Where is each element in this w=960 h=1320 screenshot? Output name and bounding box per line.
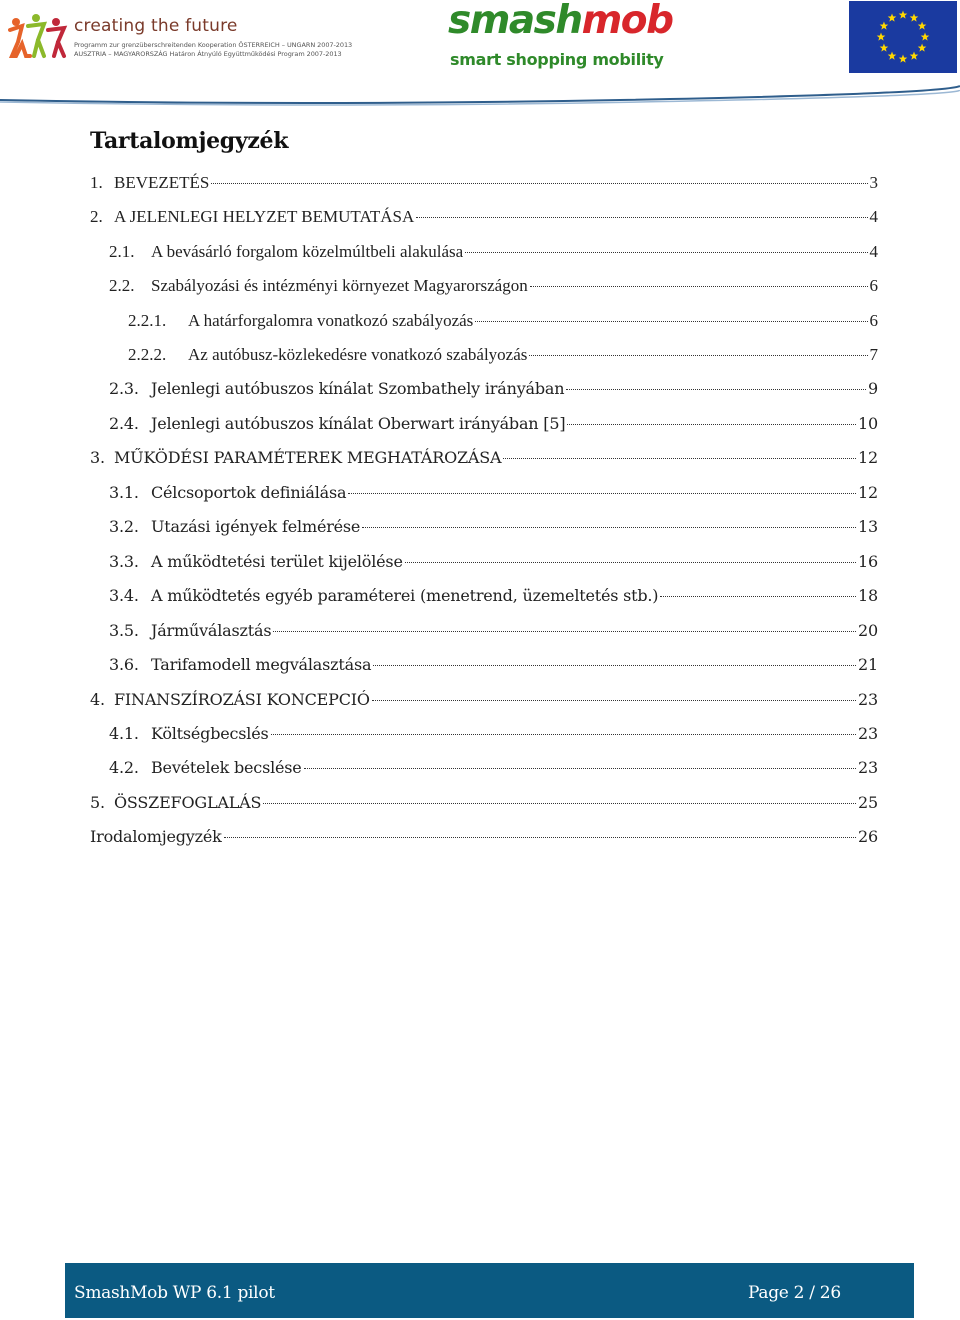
toc-entry-title: Költségbecslés — [151, 724, 269, 743]
footer-document-name: SmashMob WP 6.1 pilot — [74, 1283, 275, 1303]
toc-entry-number: 1. — [90, 173, 103, 192]
people-figures-icon — [8, 12, 68, 60]
toc-entry-title: BEVEZETÉS — [114, 173, 210, 192]
toc-entry-title: A JELENLEGI HELYZET BEMUTATÁSA — [114, 207, 415, 226]
toc-entry-page: 23 — [858, 758, 878, 777]
toc-entry-page: 12 — [858, 448, 878, 467]
toc-dot-leader — [503, 458, 856, 459]
toc-entry-page: 23 — [858, 690, 878, 709]
creating-the-future-logo — [8, 12, 353, 64]
logo-name-part1: smash — [448, 0, 582, 43]
toc-entry-title: Jelenlegi autóbuszos kínálat Szombathely irányában — [151, 379, 565, 398]
toc-dot-leader — [224, 837, 856, 838]
page-footer — [65, 1263, 914, 1318]
logo-left-subtitle-1: Programm zur grenzüberschreitenden Kooperation ÖSTERREICH – UNGARN 2007-2013 — [74, 41, 353, 49]
toc-entry[interactable] — [128, 311, 878, 339]
toc-entry-title: A bevásárló forgalom közelmúltbeli alakulása — [151, 242, 464, 261]
toc-entry-number: 5. — [90, 793, 105, 812]
toc-entry-title: Bevételek becslése — [151, 758, 302, 777]
toc-entry-title: Jelenlegi autóbuszos kínálat Oberwart irányában [5] — [151, 414, 566, 433]
toc-dot-leader — [566, 389, 866, 390]
toc-dot-leader — [405, 562, 856, 563]
toc-entry-page: 6 — [869, 276, 878, 295]
toc-entry-number: 2.2.1. — [128, 311, 167, 330]
toc-entry-title: Utazási igények felmérése — [151, 517, 361, 536]
toc-entry-page: 23 — [858, 724, 878, 743]
toc-entry[interactable] — [128, 345, 878, 373]
toc-entry[interactable] — [109, 655, 878, 683]
toc-entry-number: 3.1. — [109, 483, 139, 502]
toc-dot-leader — [465, 252, 867, 253]
toc-entry-title: A határforgalomra vonatkozó szabályozás — [188, 311, 474, 330]
toc-dot-leader — [567, 424, 856, 425]
toc-entry-page: 26 — [858, 827, 878, 846]
toc-entry[interactable] — [109, 517, 878, 545]
toc-entry-page: 13 — [858, 517, 878, 536]
toc-entry[interactable] — [90, 827, 878, 855]
toc-entry-page: 16 — [858, 552, 878, 571]
toc-entry[interactable] — [109, 379, 878, 407]
toc-entry[interactable] — [109, 621, 878, 649]
toc-entry-title: ÖSSZEFOGLALÁS — [114, 793, 262, 812]
toc-entry-title: Célcsoportok definiálása — [151, 483, 347, 502]
toc-dot-leader — [271, 734, 857, 735]
toc-entry-title: Járműválasztás — [151, 621, 272, 640]
toc-entry-page: 9 — [868, 379, 878, 398]
toc-dot-leader — [530, 286, 868, 287]
toc-entry-title: A működtetési terület kijelölése — [151, 552, 403, 571]
toc-entry-number: 3.6. — [109, 655, 139, 674]
logo-left-subtitle-2: AUSZTRIA – MAGYARORSZÁG Határon Átnyúló Együttműködési Program 2007-2013 — [74, 50, 342, 58]
toc-dot-leader — [273, 631, 856, 632]
toc-entry[interactable] — [90, 173, 878, 201]
toc-entry-number: 2.3. — [109, 379, 139, 398]
toc-dot-leader — [416, 217, 867, 218]
toc-entry-page: 7 — [869, 345, 878, 364]
toc-entry[interactable] — [109, 242, 878, 270]
smashmob-tagline: smart shopping mobility — [450, 50, 664, 69]
toc-entry[interactable] — [90, 207, 878, 235]
toc-entry[interactable] — [109, 724, 878, 752]
toc-entry[interactable] — [109, 758, 878, 786]
toc-dot-leader — [362, 527, 856, 528]
toc-entry-page: 3 — [869, 173, 878, 192]
logo-name-part2: mob — [581, 0, 673, 43]
toc-entry[interactable] — [109, 414, 878, 442]
toc-entry-number: 2.2. — [109, 276, 135, 295]
smashmob-logo-name — [448, 0, 673, 43]
toc-entry[interactable] — [109, 483, 878, 511]
smashmob-logo — [448, 0, 678, 76]
toc-entry-title: Irodalomjegyzék — [90, 827, 222, 846]
toc-dot-leader — [304, 768, 856, 769]
toc-entry-number: 4.2. — [109, 758, 139, 777]
footer-page-number: Page 2 / 26 — [748, 1283, 841, 1303]
toc-entry[interactable] — [109, 552, 878, 580]
toc-title: Tartalomjegyzék — [90, 128, 289, 154]
toc-entry-page: 4 — [869, 207, 878, 226]
toc-entry-page: 12 — [858, 483, 878, 502]
toc-dot-leader — [211, 183, 867, 184]
toc-entry-number: 2.2.2. — [128, 345, 167, 364]
toc-entry-title: Szabályozási és intézményi környezet Magyarországon — [151, 276, 528, 295]
toc-entry-title: Az autóbusz-közlekedésre vonatkozó szabályozás — [188, 345, 528, 364]
toc-entry-number: 4.1. — [109, 724, 139, 743]
toc-entry-page: 18 — [858, 586, 878, 605]
toc-entry-page: 6 — [869, 311, 878, 330]
toc-entry-page: 4 — [869, 242, 878, 261]
toc-dot-leader — [373, 665, 856, 666]
toc-entry-number: 2. — [90, 207, 103, 226]
toc-entry-number: 4. — [90, 690, 105, 709]
toc-entry-number: 3.5. — [109, 621, 139, 640]
toc-entry[interactable] — [109, 586, 878, 614]
toc-entry-title: FINANSZÍROZÁSI KONCEPCIÓ — [114, 690, 370, 709]
toc-entry[interactable] — [90, 448, 878, 476]
toc-entry-number: 3.4. — [109, 586, 139, 605]
toc-entry-number: 3.2. — [109, 517, 139, 536]
logo-left-title: creating the future — [74, 16, 238, 36]
toc-entry-title: Tarifamodell megválasztása — [151, 655, 372, 674]
toc-entry-number: 3.3. — [109, 552, 139, 571]
toc-dot-leader — [475, 321, 867, 322]
toc-dot-leader — [529, 355, 867, 356]
page-header — [0, 0, 960, 110]
toc-entry-page: 20 — [858, 621, 878, 640]
toc-entry-number: 2.4. — [109, 414, 139, 433]
toc-dot-leader — [263, 803, 856, 804]
toc-entry-page: 10 — [858, 414, 878, 433]
toc-entry-title: A működtetés egyéb paraméterei (menetrend, üzemeltetés stb.) — [151, 586, 659, 605]
toc-entry[interactable] — [90, 793, 878, 821]
toc-entry-page: 25 — [858, 793, 878, 812]
toc-entry-title: MŰKÖDÉSI PARAMÉTEREK MEGHATÁROZÁSA — [114, 448, 502, 467]
toc-entry-page: 21 — [858, 655, 878, 674]
toc-dot-leader — [348, 493, 856, 494]
eu-flag-icon — [849, 1, 957, 73]
toc-entry-number: 2.1. — [109, 242, 135, 261]
toc-entry[interactable] — [109, 276, 878, 304]
toc-entry[interactable] — [90, 690, 878, 718]
toc-dot-leader — [372, 700, 856, 701]
toc-entry-number: 3. — [90, 448, 105, 467]
toc-dot-leader — [660, 596, 856, 597]
header-swoosh-divider — [0, 80, 960, 106]
